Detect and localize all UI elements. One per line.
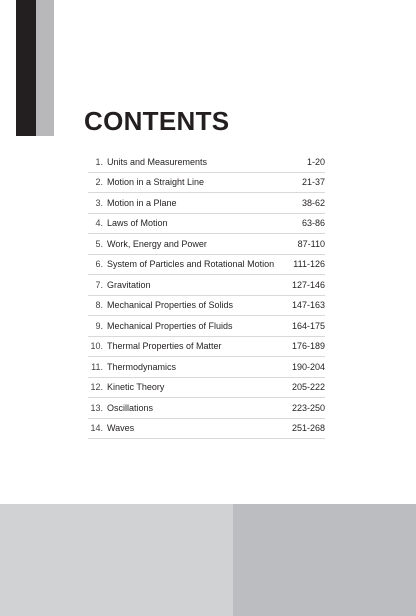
chapter-title: Units and Measurements [107,156,208,167]
chapter-number: 1. [95,156,103,167]
chapter-title: System of Particles and Rotational Motion [107,259,275,270]
chapter-pages: 190-204 [291,361,325,372]
chapter-title: Motion in a Plane [107,197,177,208]
footer-block-light [0,504,233,616]
chapter-number: 10. [90,341,103,352]
chapter-number: 9. [95,320,103,331]
chapter-pages: 223-250 [291,402,325,413]
chapter-number: 3. [95,197,103,208]
chapter-pages: 111-126 [293,259,325,270]
chapter-pages: 87-110 [297,238,325,249]
toc-row[interactable] [88,173,325,194]
chapter-title: Oscillations [107,402,154,413]
toc-row[interactable] [88,398,325,419]
chapter-title: Mechanical Properties of Fluids [107,320,233,331]
decorative-bar-grey [36,0,54,136]
chapter-pages: 251-268 [291,423,325,434]
chapter-pages: 205-222 [291,382,325,393]
decorative-bar-dark [16,0,36,136]
chapter-title: Thermodynamics [107,361,177,372]
table-of-contents [88,152,325,439]
chapter-title: Work, Energy and Power [107,238,207,249]
chapter-number: 7. [95,279,103,290]
chapter-number: 11. [91,361,103,372]
toc-row[interactable] [88,337,325,358]
toc-row[interactable] [88,234,325,255]
chapter-title: Mechanical Properties of Solids [107,300,234,311]
toc-row[interactable] [88,419,325,440]
toc-row[interactable] [88,357,325,378]
page-title: CONTENTS [84,106,230,136]
chapter-title: Gravitation [107,279,151,290]
chapter-title: Thermal Properties of Matter [107,341,222,352]
chapter-pages: 164-175 [291,320,325,331]
chapter-number: 2. [95,177,103,188]
chapter-number: 12. [90,382,103,393]
chapter-number: 4. [95,218,103,229]
chapter-title: Motion in a Straight Line [107,177,205,188]
chapter-title: Kinetic Theory [107,382,165,393]
footer-block-dark [233,504,416,616]
chapter-pages: 147-163 [291,300,325,311]
toc-row[interactable] [88,275,325,296]
toc-row[interactable] [88,214,325,235]
chapter-pages: 63-86 [301,218,325,229]
chapter-pages: 1-20 [306,156,325,167]
toc-row[interactable] [88,193,325,214]
chapter-pages: 21-37 [301,177,325,188]
chapter-pages: 176-189 [291,341,325,352]
toc-row[interactable] [88,255,325,276]
chapter-pages: 38-62 [301,197,325,208]
toc-row[interactable] [88,296,325,317]
chapter-number: 14. [90,423,103,434]
chapter-title: Laws of Motion [107,218,168,229]
toc-row[interactable] [88,316,325,337]
chapter-number: 13. [90,402,103,413]
chapter-pages: 127-146 [291,279,325,290]
chapter-title: Waves [107,423,135,434]
chapter-number: 5. [95,238,103,249]
chapter-number: 8. [95,300,103,311]
toc-row[interactable] [88,152,325,173]
chapter-number: 6. [95,259,103,270]
toc-row[interactable] [88,378,325,399]
